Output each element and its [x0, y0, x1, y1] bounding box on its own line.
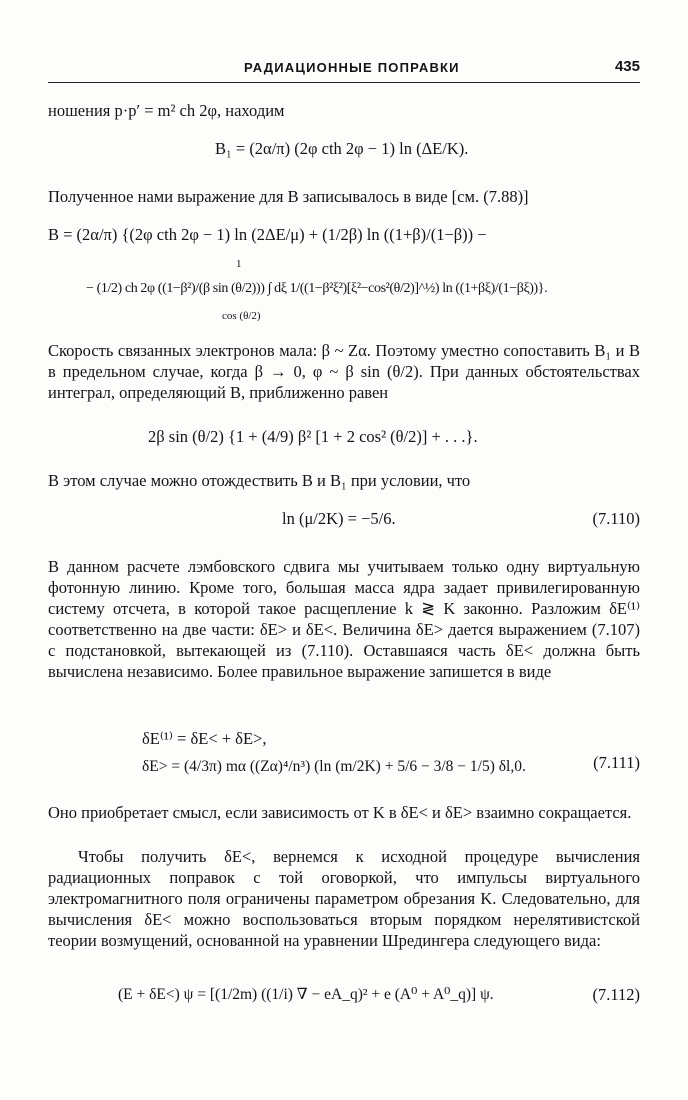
- formula-b1: B₁ = (2α/π) (2φ cth 2φ − 1) ln (ΔE/K).: [215, 139, 469, 158]
- formula-b-line1: B = (2α/π) {(2φ cth 2φ − 1) ln (2ΔE/μ) + (1/2β) ln ((1+β)/(1−β)) −: [48, 225, 487, 244]
- formula-approx: 2β sin (θ/2) {1 + (4/9) β² [1 + 2 cos² (θ/2)] + . . .}.: [148, 427, 478, 446]
- equation-number-7-110: (7.110): [592, 509, 640, 528]
- equation-number-7-111: (7.111): [593, 753, 640, 772]
- paragraph-5: В данном расчете лэмбовского сдвига мы учитываем только одну виртуальную фотонную линию. Кроме того, большая масса ядра задает привилегированную систему отсчета, в которой такое расщепление k ≷ K законно. Разложим δE⁽¹⁾ соответственно на две части: δE> и δE<. Величина δE> дается выражением (7.107) с подстановкой, вытекающей из (7.110). Оставшаяся часть δE< должна быть вычислена независимо. Более правильное выражение запишется в виде: [48, 557, 640, 681]
- equation-7-111-line1: δE⁽¹⁾ = δE< + δE>,: [142, 729, 267, 748]
- page-header: [48, 58, 640, 82]
- paragraph-4: В этом случае можно отождествить B и B₁ при условии, что: [48, 471, 471, 490]
- paragraph-7: Чтобы получить δE<, вернемся к исходной процедуре вычисления радиационных поправок с той оговоркой, что импульсы виртуального электромагнитного поля ограничены параметром обрезания K. Следовательно, для вычисления δE< можно воспользоваться вторым порядком нерелятивистской теории возмущений, основанной на уравнении Шредингера следующего вида:: [48, 847, 640, 950]
- equation-7-112: (E + δE<) ψ = [(1/2m) ((1/i) ∇ − eA_q)² + e (A⁰ + A⁰_q)] ψ.: [118, 986, 494, 1003]
- paragraph-6: Оно приобретает смысл, если зависимость от K в δE< и δE> взаимно сокращается.: [48, 803, 632, 822]
- paragraph-2: Полученное нами выражение для B записывалось в виде [см. (7.88)]: [48, 187, 529, 206]
- paragraph-3: Скорость связанных электронов мала: β ~ Zα. Поэтому уместно сопоставить B₁ и B в предельном случае, когда β → 0, φ ~ β sin (θ/2). При данных обстоятельствах интеграл, определяющий B, приближенно равен: [48, 341, 640, 402]
- equation-number-7-112: (7.112): [592, 985, 640, 1004]
- integral-lower-limit: cos (θ/2): [222, 310, 261, 322]
- formula-b-line2: − (1/2) ch 2φ ((1−β²)/(β sin (θ/2))) ∫ dξ 1/((1−β²ξ²)[ξ²−cos²(θ/2)]^½) ln ((1+βξ)/(1−βξ))}.: [86, 281, 548, 296]
- paragraph-1: ношения p·p′ = m² ch 2φ, находим: [48, 101, 285, 120]
- header-rule: [48, 82, 640, 83]
- page-number: 435: [614, 58, 640, 75]
- running-head: РАДИАЦИОННЫЕ ПОПРАВКИ: [244, 60, 460, 75]
- equation-7-111-line2: δE> = (4/3π) mα ((Zα)⁴/n³) (ln (m/2K) + 5/6 − 3/8 − 1/5) δl,0.: [142, 758, 526, 775]
- integral-upper-limit: 1: [236, 258, 242, 270]
- equation-7-110: ln (μ/2K) = −5/6.: [282, 509, 396, 528]
